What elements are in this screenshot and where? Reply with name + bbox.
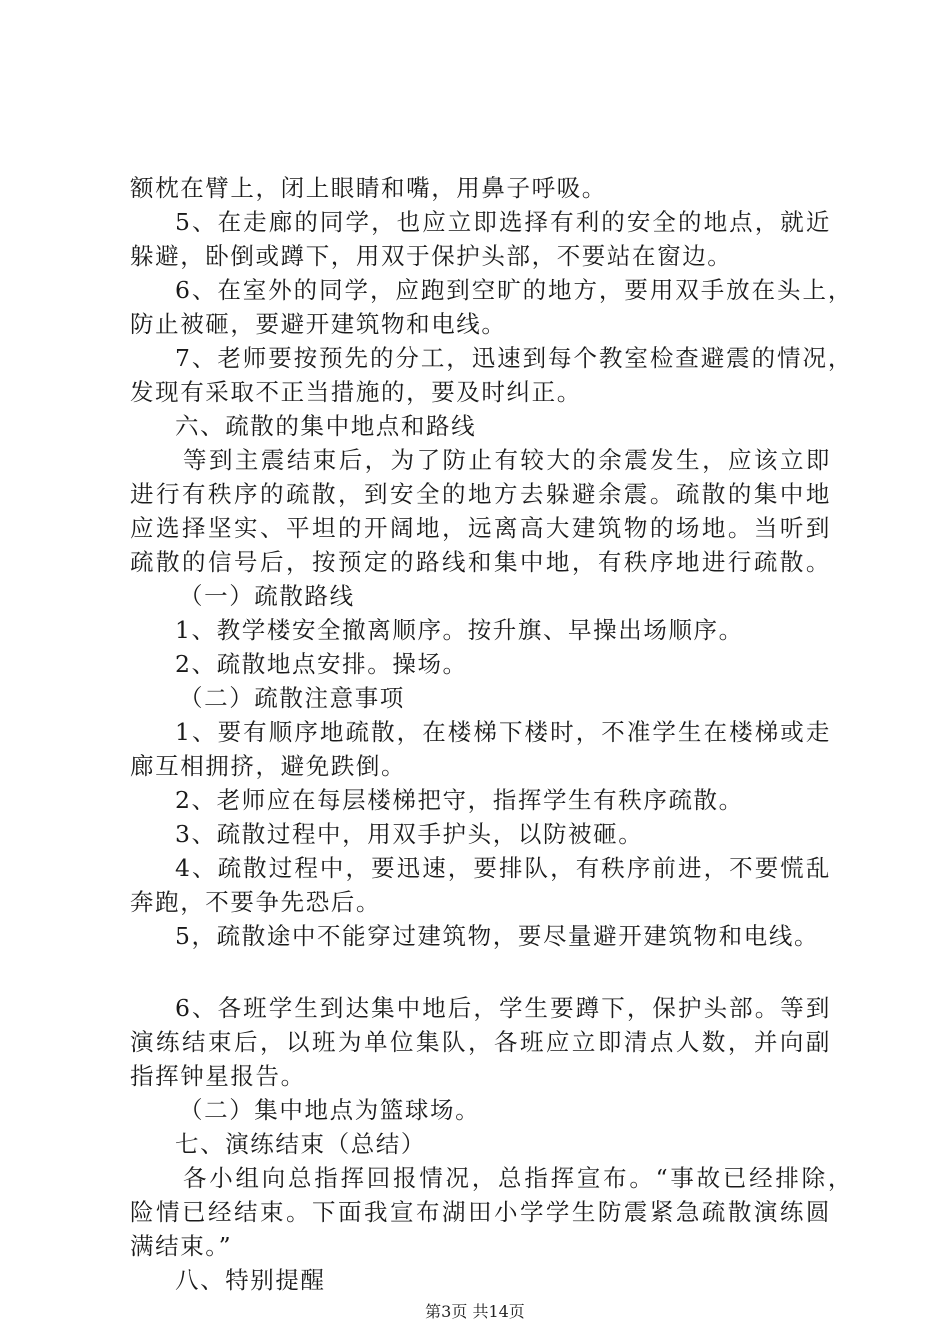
text-line: 1、教学楼安全撤离顺序。按升旗、早操出场顺序。 xyxy=(175,616,744,644)
text-line: 进行有秩序的疏散，到安全的地方去躲避余震。疏散的集中地 xyxy=(130,480,831,508)
text-line: 疏散的信号后，按预定的路线和集中地，有秩序地进行疏散。 xyxy=(130,548,831,576)
text-line: 演练结束后，以班为单位集队，各班应立即清点人数，并向副 xyxy=(130,1028,831,1056)
text-line: 应选择坚实、平坦的开阔地，远离高大建筑物的场地。当听到 xyxy=(130,514,831,542)
text-line: 等到主震结束后，为了防止有较大的余震发生，应该立即 xyxy=(183,446,831,474)
section-heading: 八、特别提醒 xyxy=(175,1266,326,1294)
text-line: 6、在室外的同学，应跑到空旷的地方，要用双手放在头上， xyxy=(175,276,853,304)
text-line: 躲避，卧倒或蹲下，用双于保护头部，不要站在窗边。 xyxy=(130,242,733,270)
section-heading: 六、疏散的集中地点和路线 xyxy=(175,412,477,440)
text-line: 奔跑，不要争先恐后。 xyxy=(130,888,381,916)
text-line: 5，疏散途中不能穿过建筑物，要尽量避开建筑物和电线。 xyxy=(175,922,820,950)
text-line: 3、疏散过程中，用双手护头，以防被砸。 xyxy=(175,820,644,848)
text-line: 1、要有顺序地疏散，在楼梯下楼时，不准学生在楼梯或走 xyxy=(175,718,831,746)
text-line: 2、老师应在每层楼梯把守，指挥学生有秩序疏散。 xyxy=(175,786,744,814)
page-footer: 第3页 共14页 xyxy=(425,1302,525,1321)
text-line: 满结束。” xyxy=(130,1232,233,1260)
subsection-heading: （一）疏散路线 xyxy=(179,582,355,610)
text-line: 各小组向总指挥回报情况，总指挥宣布。“事故已经排除， xyxy=(183,1164,853,1192)
text-line: 廊互相拥挤，避免跌倒。 xyxy=(130,752,407,780)
text-line: 指挥钟星报告。 xyxy=(130,1062,306,1090)
subsection-heading: （二）疏散注意事项 xyxy=(179,684,405,712)
text-line: 5、在走廊的同学，也应立即选择有利的安全的地点，就近 xyxy=(175,208,831,236)
text-line: 7、老师要按预先的分工，迅速到每个教室检查避震的情况， xyxy=(175,344,853,372)
text-line: 险情已经结束。下面我宣布湖田小学学生防震紧急疏散演练圆 xyxy=(130,1198,831,1226)
text-line: 2、疏散地点安排。操场。 xyxy=(175,650,468,678)
text-line: 6、各班学生到达集中地后，学生要蹲下，保护头部。等到 xyxy=(175,994,831,1022)
text-line: 4、疏散过程中，要迅速，要排队，有秩序前进，不要慌乱 xyxy=(175,854,831,882)
text-line: 防止被砸，要避开建筑物和电线。 xyxy=(130,310,507,338)
text-line: 发现有采取不正当措施的，要及时纠正。 xyxy=(130,378,582,406)
text-line: （二）集中地点为篮球场。 xyxy=(179,1096,481,1124)
text-line: 额枕在臂上，闭上眼睛和嘴，用鼻子呼吸。 xyxy=(130,174,607,202)
section-heading: 七、演练结束（总结） xyxy=(175,1130,426,1158)
